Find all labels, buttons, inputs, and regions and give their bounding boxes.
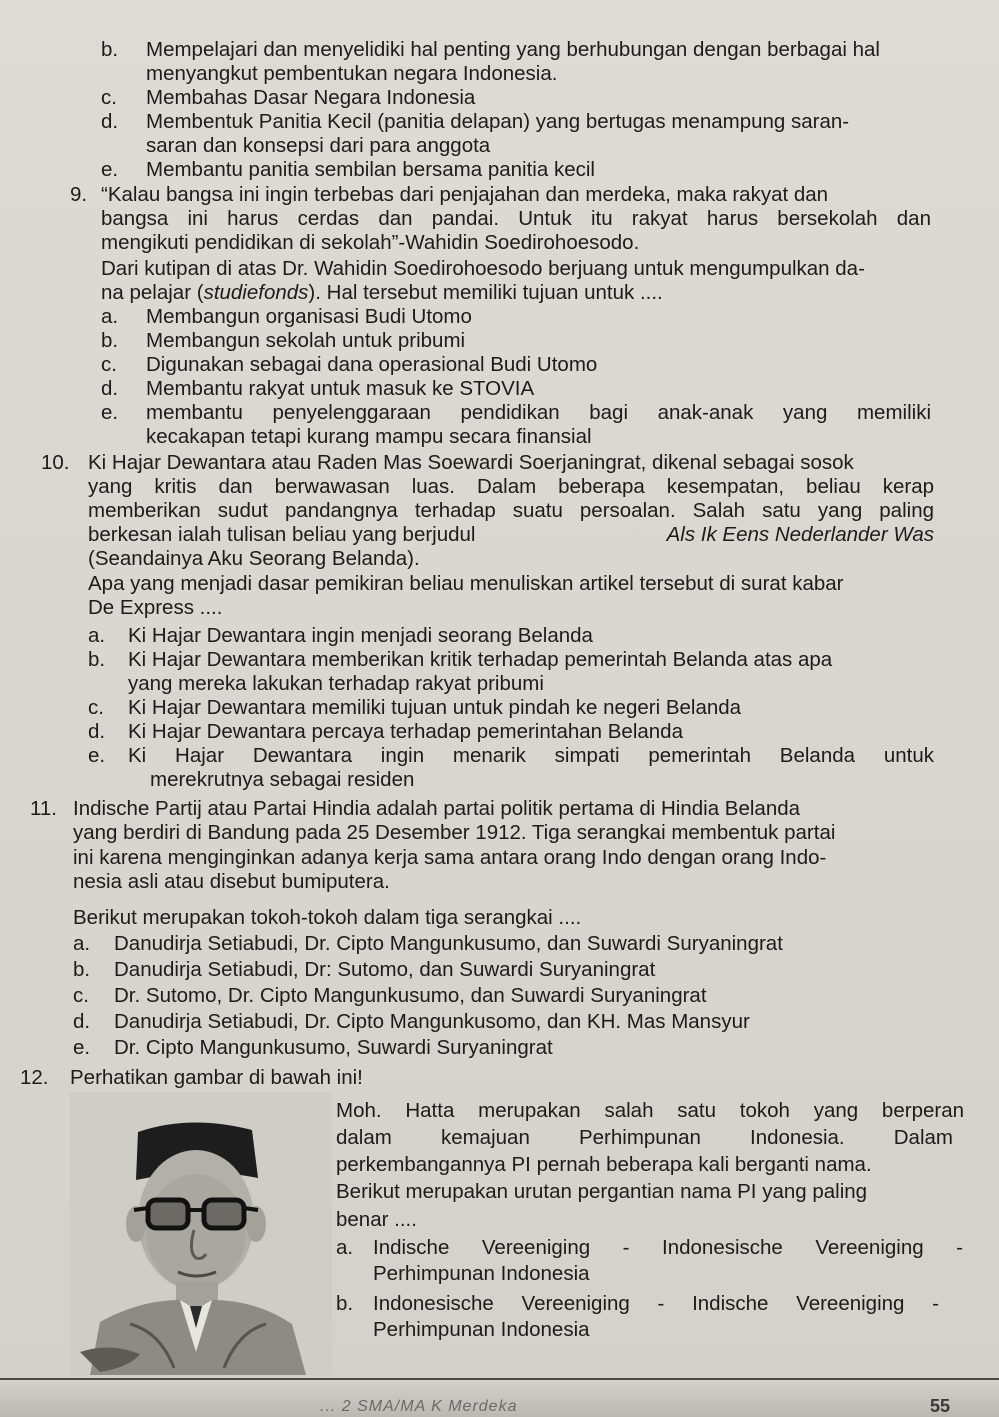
q11-question: Berikut merupakan tokoh-tokoh dalam tiga serangkai .... <box>73 906 582 929</box>
q9-option-e-line2: kecakapan tetapi kurang mampu secara finansial <box>146 425 592 448</box>
q9-option-b-letter: b. <box>101 329 119 352</box>
q10-option-e-line2: merekrutnya sebagai residen <box>150 768 415 791</box>
q10-option-a-text: Ki Hajar Dewantara ingin menjadi seorang Belanda <box>128 624 593 647</box>
q10-option-d-text: Ki Hajar Dewantara percaya terhadap pemerintahan Belanda <box>128 720 683 743</box>
q8-option-d-line1: Membentuk Panitia Kecil (panitia delapan) yang bertugas menampung saran- <box>146 110 850 133</box>
q10-line4-pre: berkesan ialah tulisan beliau yang berjudul <box>88 523 476 546</box>
q8-option-c-letter: c. <box>101 86 117 109</box>
q8-option-e-text: Membantu panitia sembilan bersama panitia kecil <box>146 158 595 181</box>
q12-option-a-letter: a. <box>336 1236 354 1259</box>
q8-option-e-letter: e. <box>101 158 119 181</box>
q10-line4 <box>88 523 934 547</box>
q11-option-d-text: Danudirja Setiabudi, Dr. Cipto Mangunkusomo, dan KH. Mas Mansyur <box>114 1010 750 1033</box>
q9-option-a-text: Membangun organisasi Budi Utomo <box>146 305 472 328</box>
q9-option-c-text: Digunakan sebagai dana operasional Budi Utomo <box>146 353 598 376</box>
q8-option-b-letter: b. <box>101 38 119 61</box>
q12-option-b-line2: Perhimpunan Indonesia <box>373 1318 590 1341</box>
q9-option-a-letter: a. <box>101 305 119 328</box>
q10-option-d-letter: d. <box>88 720 106 743</box>
q10-option-c-text: Ki Hajar Dewantara memiliki tujuan untuk pindah ke negeri Belanda <box>128 696 742 719</box>
q11-option-a-text: Danudirja Setiabudi, Dr. Cipto Mangunkusumo, dan Suwardi Suryaningrat <box>114 932 783 955</box>
q12-intro: Perhatikan gambar di bawah ini! <box>70 1066 363 1089</box>
q10-option-e-line1: Ki Hajar Dewantara ingin menarik simpati pemerintah Belanda untuk <box>128 744 934 767</box>
q9-studiefonds: studiefonds <box>203 281 309 304</box>
q12-option-a-line2: Perhimpunan Indonesia <box>373 1262 590 1285</box>
q11-line2: yang berdiri di Bandung pada 25 Desember 1912. Tiga serangkai membentuk partai <box>73 821 836 844</box>
q11-line4: nesia asli atau disebut bumiputera. <box>73 870 390 893</box>
q9-stem-line1: Dari kutipan di atas Dr. Wahidin Soedirohoesodo berjuang untuk mengumpulkan da- <box>101 257 865 280</box>
q11-option-e-letter: e. <box>73 1036 91 1059</box>
q11-option-d-letter: d. <box>73 1010 91 1033</box>
q11-number: 11. <box>30 797 57 820</box>
q10-question-line1: Apa yang menjadi dasar pemikiran beliau menuliskan artikel tersebut di surat kabar <box>88 572 844 595</box>
bottom-rule <box>0 1378 999 1380</box>
q8-option-d-line2: saran dan konsepsi dari para anggota <box>146 134 491 157</box>
q9-option-d-text: Membantu rakyat untuk masuk ke STOVIA <box>146 377 535 400</box>
q9-stem-line2-post: ). Hal tersebut memiliki tujuan untuk .... <box>308 281 663 304</box>
q10-line1: Ki Hajar Dewantara atau Raden Mas Soewardi Soerjaningrat, dikenal sebagai sosok <box>88 451 854 474</box>
q11-option-b-text: Danudirja Setiabudi, Dr: Sutomo, dan Suwardi Suryaningrat <box>114 958 656 981</box>
q9-quote-line1 <box>101 183 931 207</box>
q10-line3: memberikan sudut pandangnya terhadap suatu persoalan. Salah satu yang paling <box>88 499 934 522</box>
q12-line1: Moh. Hatta merupakan salah satu tokoh yang berperan <box>336 1099 964 1122</box>
q9-option-b-text: Membangun sekolah untuk pribumi <box>146 329 466 352</box>
q12-line4: Berikut merupakan urutan pergantian nama PI yang paling <box>336 1180 868 1203</box>
q9-quote-line2: bangsa ini harus cerdas dan pandai. Untuk itu rakyat harus bersekolah dan <box>101 207 931 230</box>
q11-line3: ini karena menginginkan adanya kerja sama antara orang Indo dengan orang Indo- <box>73 846 827 869</box>
portrait-drawing <box>70 1092 332 1375</box>
q10-option-c-letter: c. <box>88 696 104 719</box>
q10-option-b-line1: Ki Hajar Dewantara memberikan kritik terhadap pemerintah Belanda atas apa <box>128 648 833 671</box>
q10-number: 10. <box>41 451 70 474</box>
q11-option-a-letter: a. <box>73 932 91 955</box>
q12-line2: dalam kemajuan Perhimpunan Indonesia. Dalam <box>336 1126 953 1149</box>
moh-hatta-photo <box>70 1092 332 1375</box>
q10-option-b-letter: b. <box>88 648 106 671</box>
q11-option-e-text: Dr. Cipto Mangunkusumo, Suwardi Suryaningrat <box>114 1036 553 1059</box>
q9-option-e-line1: membantu penyelenggaraan pendidikan bagi anak-anak yang memiliki <box>146 401 931 424</box>
q8-option-d-letter: d. <box>101 110 119 133</box>
q9-quote-line1-text: “Kalau bangsa ini ingin terbebas dari penjajahan dan merdeka, maka rakyat dan <box>101 183 829 206</box>
q12-line5: benar .... <box>336 1208 417 1231</box>
q8-option-b-line1: Mempelajari dan menyelidiki hal penting yang berhubungan dengan berbagai hal <box>146 38 880 61</box>
q11-option-c-letter: c. <box>73 984 89 1007</box>
q9-number: 9. <box>70 183 88 206</box>
footer-text: ... 2 SMA/MA K Merdeka <box>320 1398 518 1415</box>
q10-question-line2: De Express .... <box>88 596 223 619</box>
q12-option-b-letter: b. <box>336 1292 354 1315</box>
q10-option-a-letter: a. <box>88 624 106 647</box>
q10-option-b-line2: yang mereka lakukan terhadap rakyat pribumi <box>128 672 544 695</box>
q9-option-d-letter: d. <box>101 377 119 400</box>
q10-line5: (Seandainya Aku Seorang Belanda). <box>88 547 420 570</box>
page-number: 55 <box>930 1396 951 1416</box>
q9-option-c-letter: c. <box>101 353 117 376</box>
q9-stem-line2-pre: na pelajar ( <box>101 281 204 304</box>
q10-line2: yang kritis dan berwawasan luas. Dalam beberapa kesempatan, beliau kerap <box>88 475 934 498</box>
q10-option-e-letter: e. <box>88 744 106 767</box>
q12-line3: perkembangannya PI pernah beberapa kali berganti nama. <box>336 1153 872 1176</box>
q9-quote-line3: mengikuti pendidikan di sekolah”-Wahidin Soedirohoesodo. <box>101 231 640 254</box>
q9-option-e-letter: e. <box>101 401 119 424</box>
q12-option-b-line1: Indonesische Vereeniging - Indische Vereeniging - <box>373 1292 939 1315</box>
q12-number: 12. <box>20 1066 49 1089</box>
q9-stem-line2 <box>101 281 663 305</box>
q11-option-b-letter: b. <box>73 958 91 981</box>
q12-option-a-line1: Indische Vereeniging - Indonesische Vereeniging - <box>373 1236 963 1259</box>
q11-line1: Indische Partij atau Partai Hindia adalah partai politik pertama di Hindia Belanda <box>73 797 801 820</box>
q10-article-title: Als Ik Eens Nederlander Was <box>666 523 934 546</box>
q8-option-c-text: Membahas Dasar Negara Indonesia <box>146 86 476 109</box>
q8-option-b-line2: menyangkut pembentukan negara Indonesia. <box>146 62 558 85</box>
q11-option-c-text: Dr. Sutomo, Dr. Cipto Mangunkusumo, dan Suwardi Suryaningrat <box>114 984 707 1007</box>
